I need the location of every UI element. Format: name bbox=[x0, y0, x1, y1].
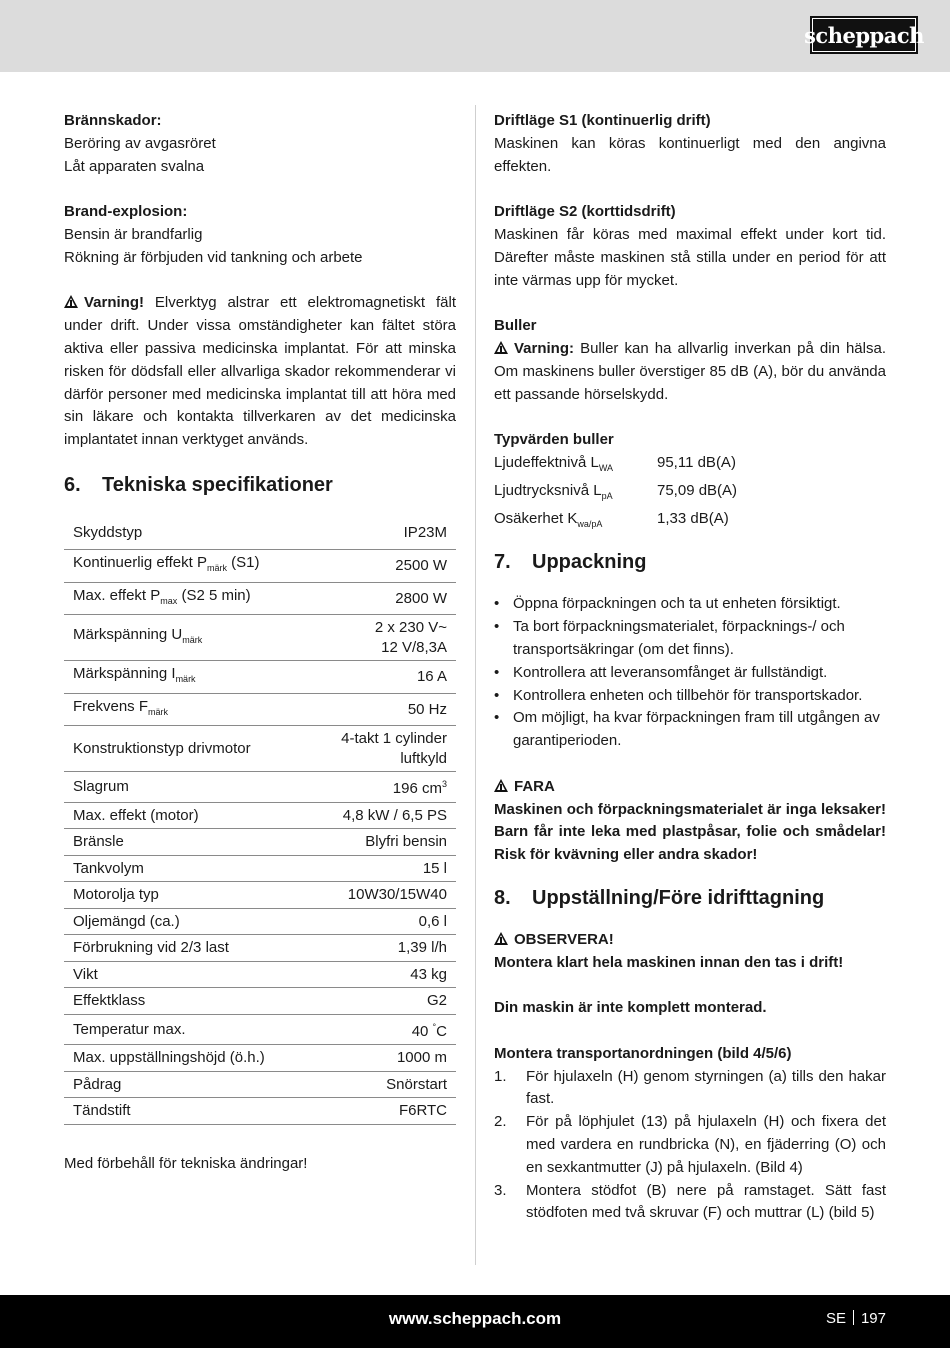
spec-value: IP23M bbox=[310, 516, 456, 550]
spec-row bbox=[64, 935, 456, 962]
step-item bbox=[494, 1180, 886, 1226]
spec-value: 16 A bbox=[310, 661, 456, 694]
burns-title: Brännskador: bbox=[64, 112, 162, 129]
step-number: 3. bbox=[494, 1181, 507, 1199]
spec-row bbox=[64, 550, 456, 583]
typical-noise-title: Typvärden buller bbox=[494, 431, 614, 449]
spec-value: 196 $cm^3$ bbox=[310, 772, 456, 803]
list-item: • Kontrollera enheten och tillbehör för transportskador. bbox=[494, 685, 886, 708]
noise-value: 95,11 dB(A) bbox=[657, 453, 736, 471]
warning-triangle-icon bbox=[494, 341, 508, 354]
spec-label: Tändstift bbox=[64, 1098, 310, 1125]
noise-value: 1,33 dB(A) bbox=[657, 509, 729, 527]
spec-row bbox=[64, 855, 456, 882]
spec-label: Frekvens $F_{märk}$ bbox=[64, 693, 310, 726]
warning-label: Varning! bbox=[84, 294, 145, 312]
spec-label: Märkspänning $U_{märk}$ bbox=[64, 615, 310, 661]
spec-row bbox=[64, 582, 456, 615]
s1-text: Maskinen kan köras kontinuerligt med den angivna effekten. bbox=[494, 134, 886, 175]
spec-label: Skyddstyp bbox=[64, 516, 310, 550]
spec-label: Slagrum bbox=[64, 772, 310, 803]
spec-value: 40 °C bbox=[310, 1014, 456, 1045]
spec-label: Effektklass bbox=[64, 988, 310, 1015]
footer-bar bbox=[0, 1295, 950, 1348]
noise-value: 75,09 dB(A) bbox=[657, 481, 738, 499]
spec-row bbox=[64, 882, 456, 909]
spec-row bbox=[64, 961, 456, 988]
step-text: För på löphjulet (13) på hjulaxeln (H) och fixera det med vardera en rundbricka (N), en fjäderring (O) och en sexkantmutter (J) på hjulaxeln. (Bild 4) bbox=[526, 1113, 886, 1176]
reservation-note: Med förbehåll för tekniska ändringar! bbox=[64, 1154, 308, 1172]
spec-label: Temperatur max. bbox=[64, 1014, 310, 1045]
transport-title: Montera transportanordningen (bild 4/5/6) bbox=[494, 1044, 792, 1062]
observe-text: Montera klart hela maskinen innan den tas i drift! bbox=[494, 953, 844, 971]
danger-heading: FARA bbox=[494, 776, 886, 799]
spec-label: Kontinuerlig effekt $P_{märk}$ (S1) bbox=[64, 550, 310, 583]
spec-label: Konstruktionstyp drivmotor bbox=[64, 726, 310, 772]
spec-row bbox=[64, 908, 456, 935]
incomplete-text: Din maskin är inte komplett monterad. bbox=[494, 999, 767, 1017]
unpack-list bbox=[494, 593, 886, 753]
s1-title: Driftläge S1 (kontinuerlig drift) bbox=[494, 112, 711, 129]
fire-title: Brand-explosion: bbox=[64, 203, 188, 221]
spec-row bbox=[64, 988, 456, 1015]
spec-value: 43 kg bbox=[310, 961, 456, 988]
column-divider bbox=[475, 105, 476, 1265]
fire-line: Rökning är förbjuden vid tankning och arbete bbox=[64, 248, 363, 266]
spec-label: Pådrag bbox=[64, 1071, 310, 1098]
warning-triangle-icon bbox=[494, 932, 508, 945]
spec-label: Max. effekt $P_{max}$ (S2 5 min) bbox=[64, 582, 310, 615]
brand-logo: scheppach bbox=[810, 16, 918, 54]
emf-warning bbox=[64, 292, 456, 452]
step-number: 1. bbox=[494, 1067, 507, 1085]
noise-values bbox=[494, 452, 886, 535]
spec-row bbox=[64, 516, 456, 550]
spec-value: 2 x 230 V~ 12 V/8,3A bbox=[310, 615, 456, 661]
section-heading-6: 6. Tekniska specifikationer bbox=[64, 473, 333, 496]
list-item: • Om möjligt, ha kvar förpackningen fram till utgången av garantiperioden. bbox=[494, 707, 886, 753]
section-heading-7: 7. Uppackning bbox=[494, 551, 647, 574]
spec-label: Märkspänning $I_{märk}$ bbox=[64, 661, 310, 694]
spec-label: Max. effekt (motor) bbox=[64, 802, 310, 829]
spec-value: Blyfri bensin bbox=[310, 829, 456, 856]
fire-line: Bensin är brandfarlig bbox=[64, 225, 203, 243]
list-item: • Öppna förpackningen och ta ut enheten försiktigt. bbox=[494, 593, 886, 616]
spec-value: 4,8 kW / 6,5 PS bbox=[310, 802, 456, 829]
spec-row bbox=[64, 1045, 456, 1072]
burns-line: Låt apparaten svalna bbox=[64, 157, 205, 175]
observe-heading: OBSERVERA! bbox=[494, 929, 886, 952]
noise-label: Ljudtrycksnivå $L_{pA}$ bbox=[494, 481, 613, 501]
step-number: 2. bbox=[494, 1113, 507, 1131]
spec-value: 2800 W bbox=[310, 582, 456, 615]
burns-line: Beröring av avgasröret bbox=[64, 134, 216, 152]
spec-value: G2 bbox=[310, 988, 456, 1015]
spec-row bbox=[64, 661, 456, 694]
step-text: För hjulaxeln (H) genom styrningen (a) tills den hakar fast. bbox=[526, 1067, 886, 1108]
spec-value: Snörstart bbox=[310, 1071, 456, 1098]
spec-row bbox=[64, 1014, 456, 1045]
spec-row bbox=[64, 1071, 456, 1098]
spec-row bbox=[64, 829, 456, 856]
step-item bbox=[494, 1066, 886, 1112]
spec-label: Bränsle bbox=[64, 829, 310, 856]
noise-label: Ljudeffektnivå $L_{WA}$ bbox=[494, 453, 613, 473]
spec-label: Motorolja typ bbox=[64, 882, 310, 909]
spec-label: Vikt bbox=[64, 961, 310, 988]
s2-text: Maskinen får köras med maximal effekt under kort tid. Därefter måste maskinen stå stilla under en period för att inte värmas upp för mycket. bbox=[494, 225, 886, 289]
list-item: • Kontrollera att leveransomfånget är fullständigt. bbox=[494, 662, 886, 685]
spec-value: 50 Hz bbox=[310, 693, 456, 726]
spec-value: 2500 W bbox=[310, 550, 456, 583]
spec-value: 4-takt 1 cylinder luftkyld bbox=[310, 726, 456, 772]
noise-warning: Varning: Buller kan ha allvarlig inverkan på din hälsa. Om maskinens buller överstiger 85 dB (A), bör du använda ett passande hörselskydd. bbox=[494, 339, 886, 403]
spec-label: Förbrukning vid 2/3 last bbox=[64, 935, 310, 962]
section-heading-8: 8. Uppställning/Före idrifttagning bbox=[494, 886, 825, 909]
left-column bbox=[64, 110, 456, 1176]
footer-url: www.scheppach.com bbox=[388, 1309, 562, 1328]
spec-label: Max. uppställningshöjd (ö.h.) bbox=[64, 1045, 310, 1072]
warning-text: Elverktyg alstrar ett elektromagnetiskt fält under drift. Under vissa omständigheter kan fältet störa aktiva eller passiva medicinska implantat. För att minska risken för dödsfall eller allvarliga skador rekommenderar vi därför personer med medicinska implantat till att höra med sin läkare och kontakta tillverkaren av det medicinska implantatet innan verktyget används. bbox=[64, 294, 456, 449]
spec-label: Tankvolym bbox=[64, 855, 310, 882]
spec-value: 1,39 l/h bbox=[310, 935, 456, 962]
spec-row bbox=[64, 772, 456, 803]
noise-label: Osäkerhet $K_{wa/pA}$ bbox=[494, 509, 603, 529]
spec-value: 0,6 l bbox=[310, 908, 456, 935]
s2-title: Driftläge S2 (korttidsdrift) bbox=[494, 203, 676, 221]
spec-label: Oljemängd (ca.) bbox=[64, 908, 310, 935]
warning-triangle-icon bbox=[494, 779, 508, 792]
spec-value: 10W30/15W40 bbox=[310, 882, 456, 909]
spec-value: 15 l bbox=[310, 855, 456, 882]
spec-row bbox=[64, 693, 456, 726]
page-number: SE 197 bbox=[825, 1310, 886, 1327]
spec-row bbox=[64, 802, 456, 829]
warning-triangle-icon bbox=[64, 295, 78, 308]
step-text: Montera stödfot (B) nere på ramstaget. Sätt fast stödfoten med två skruvar (F) och muttrar (L) (bild 5) bbox=[526, 1181, 886, 1222]
right-column bbox=[494, 110, 886, 1225]
header-bar bbox=[0, 0, 950, 72]
step-item bbox=[494, 1111, 886, 1179]
assembly-steps bbox=[494, 1066, 886, 1226]
spec-value: F6RTC bbox=[310, 1098, 456, 1125]
spec-row bbox=[64, 1098, 456, 1125]
spec-row bbox=[64, 615, 456, 661]
danger-text: Maskinen och förpackningsmaterialet är inga leksaker! Barn får inte leka med plastpåsar, folie och smådelar! Risk för kvävning eller andra skador! bbox=[494, 800, 886, 864]
spec-row bbox=[64, 726, 456, 772]
specs-table bbox=[64, 516, 456, 1125]
noise-title: Buller bbox=[494, 317, 537, 335]
list-item: • Ta bort förpackningsmaterialet, förpacknings-/ och transportsäkringar (om det finns). bbox=[494, 616, 886, 662]
spec-value: 1000 m bbox=[310, 1045, 456, 1072]
